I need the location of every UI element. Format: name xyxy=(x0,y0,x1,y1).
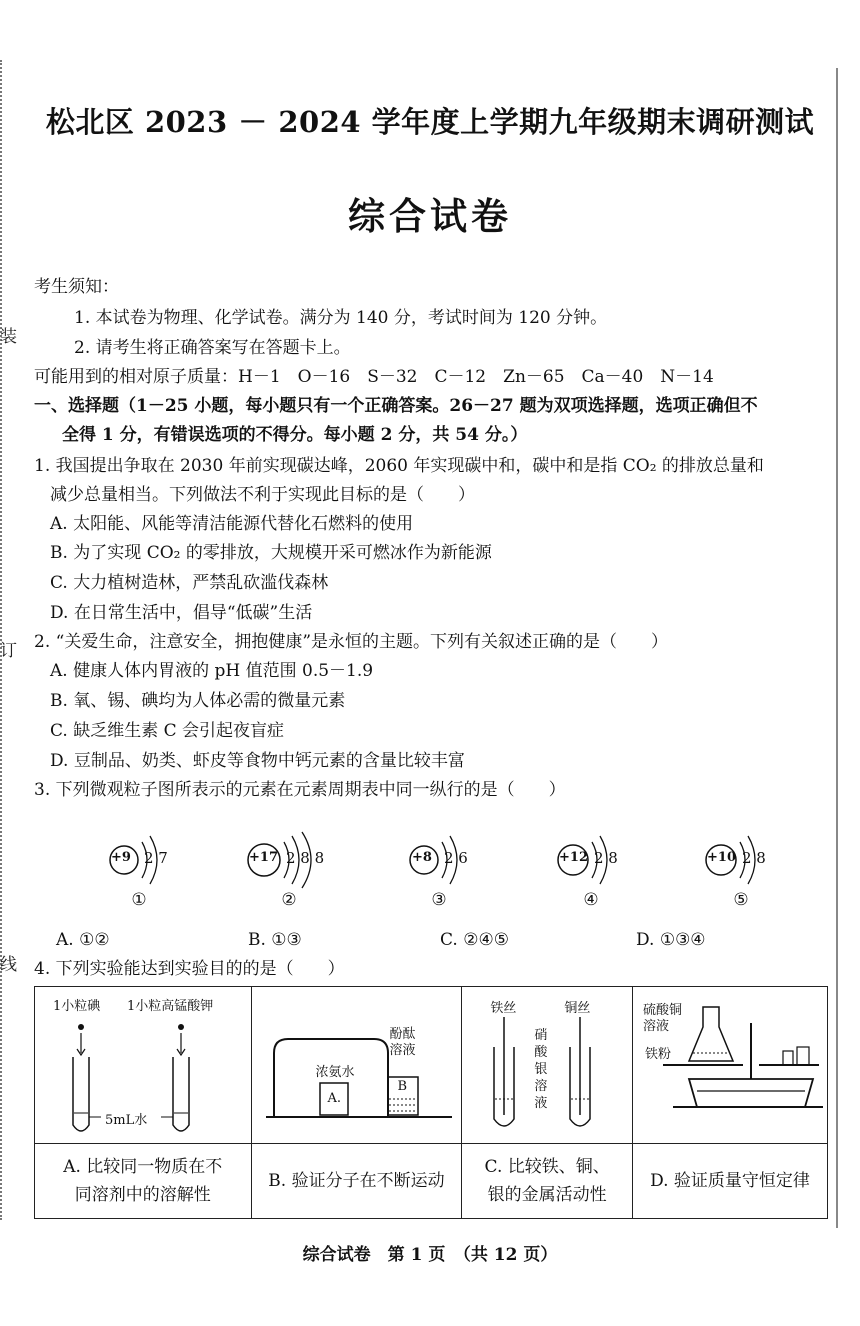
atom-3-nucleus: +8 xyxy=(412,850,432,865)
page-footer: 综合试卷 第 1 页 （共 12 页） xyxy=(302,1245,558,1265)
label-beaker-b: B xyxy=(397,1079,408,1094)
q2-option-b: B. 氧、锡、碘均为人体必需的微量元素 xyxy=(50,691,346,711)
atom-4-nucleus: +12 xyxy=(559,850,588,865)
atom-diagram-5 xyxy=(704,830,794,894)
label-permanganate: 1小粒高锰酸钾 xyxy=(127,999,214,1014)
exam-subtitle: 综合试卷 xyxy=(348,194,512,238)
q1-stem-line1: 1. 我国提出争取在 2030 年前实现碳达峰，2060 年实现碳中和，碳中和是指 CO₂ 的排放总量和 xyxy=(34,456,764,476)
q3-option-d: D. ①③④ xyxy=(636,930,706,950)
atom-label-5: ⑤ xyxy=(733,890,749,910)
q2-option-a: A. 健康人体内胃液的 pH 值范围 0.5－1.9 xyxy=(50,661,374,681)
atom-1-shells: 2 7 xyxy=(144,849,168,867)
atom-2-nucleus: +17 xyxy=(249,850,278,865)
atom-label-2: ② xyxy=(281,890,297,910)
exam-title: 松北区 2023 － 2024 学年度上学期九年级期末调研测试 xyxy=(45,105,815,139)
atom-label-3: ③ xyxy=(431,890,447,910)
binding-mark-xian: 线 xyxy=(0,955,17,975)
experiment-d-figure xyxy=(632,987,827,1144)
atom-5-nucleus: +10 xyxy=(707,850,736,865)
atom-label-4: ④ xyxy=(583,890,599,910)
label-iron-powder: 铁粉 xyxy=(644,1047,671,1062)
experiment-d-caption: D. 验证质量守恒定律 xyxy=(632,1144,827,1219)
atom-diagram-1 xyxy=(108,830,198,894)
atom-diagram-4 xyxy=(556,830,646,894)
experiment-a-figure xyxy=(35,987,252,1144)
q3-option-a: A. ①② xyxy=(56,930,110,950)
label-ammonia: 浓氨水 xyxy=(315,1065,355,1080)
label-iodine: 1小粒碘 xyxy=(53,999,101,1014)
label-silver-nitrate: 硝酸银溶液 xyxy=(534,1028,548,1111)
atom-3-shells: 2 6 xyxy=(444,849,468,867)
q1-stem-line2: 减少总量相当。下列做法不利于实现此目标的是（ ） xyxy=(50,485,475,505)
q1-option-c: C. 大力植树造林，严禁乱砍滥伐森林 xyxy=(50,573,329,593)
experiment-a-caption: A. 比较同一物质在不同溶剂中的溶解性 xyxy=(35,1144,252,1219)
q1-option-d: D. 在日常生活中，倡导“低碳”生活 xyxy=(50,603,313,623)
label-water: 5mL水 xyxy=(105,1113,148,1128)
label-copper-wire: 铜丝 xyxy=(564,1001,591,1016)
label-beaker-a: A. xyxy=(327,1091,342,1106)
notice-item-2: 2. 请考生将正确答案写在答题卡上。 xyxy=(74,338,351,358)
q3-stem: 3. 下列微观粒子图所表示的元素在元素周期表中同一纵行的是（ ） xyxy=(34,780,566,800)
q3-option-c: C. ②④⑤ xyxy=(440,930,509,950)
atom-diagram-2 xyxy=(246,830,356,894)
section-one-line1: 一、选择题（1－25 小题，每小题只有一个正确答案。26－27 题为双项选择题，选项正确但不 xyxy=(34,396,758,416)
notice-heading: 考生须知： xyxy=(34,277,119,297)
atom-1-nucleus: +9 xyxy=(111,850,131,865)
binding-mark-zhuang: 装 xyxy=(0,327,17,347)
label-copper-sulfate: 硫酸铜溶液 xyxy=(642,1003,682,1034)
right-margin-rule xyxy=(836,68,838,1228)
label-phenolphthalein: 酚酞溶液 xyxy=(389,1027,416,1058)
atomic-masses: 可能用到的相对原子质量：H－1 O－16 S－32 C－12 Zn－65 Ca－40 N－14 xyxy=(34,367,714,387)
q2-option-d: D. 豆制品、奶类、虾皮等食物中钙元素的含量比较丰富 xyxy=(50,751,465,771)
atom-4-shells: 2 8 xyxy=(594,849,618,867)
q2-stem: 2. “关爱生命，注意安全，拥抱健康”是永恒的主题。下列有关叙述正确的是（ ） xyxy=(34,632,669,652)
q2-option-c: C. 缺乏维生素 C 会引起夜盲症 xyxy=(50,721,285,741)
notice-item-1: 1. 本试卷为物理、化学试卷。满分为 140 分，考试时间为 120 分钟。 xyxy=(74,308,608,328)
experiment-table xyxy=(34,986,828,1219)
q3-option-b: B. ①③ xyxy=(248,930,302,950)
experiment-b-figure xyxy=(251,987,462,1144)
atom-5-shells: 2 8 xyxy=(742,849,766,867)
q1-option-b: B. 为了实现 CO₂ 的零排放，大规模开采可燃冰作为新能源 xyxy=(50,543,492,563)
bell-jar-diagram xyxy=(252,987,464,1143)
atom-diagram-3 xyxy=(408,830,498,894)
q4-stem: 4. 下列实验能达到实验目的的是（ ） xyxy=(34,959,345,979)
experiment-c-figure xyxy=(462,987,633,1144)
section-one-line2: 全得 1 分，有错误选项的不得分。每小题 2 分，共 54 分。） xyxy=(62,425,528,445)
experiment-b-caption: B. 验证分子在不断运动 xyxy=(251,1144,462,1219)
experiment-c-caption: C. 比较铁、铜、银的金属活动性 xyxy=(462,1144,633,1219)
q1-option-a: A. 太阳能、风能等清洁能源代替化石燃料的使用 xyxy=(50,514,414,534)
atom-2-shells: 2 8 8 xyxy=(286,849,325,867)
atom-label-1: ① xyxy=(131,890,147,910)
label-iron-wire: 铁丝 xyxy=(490,1001,517,1016)
binding-mark-ding: 订 xyxy=(0,641,17,661)
